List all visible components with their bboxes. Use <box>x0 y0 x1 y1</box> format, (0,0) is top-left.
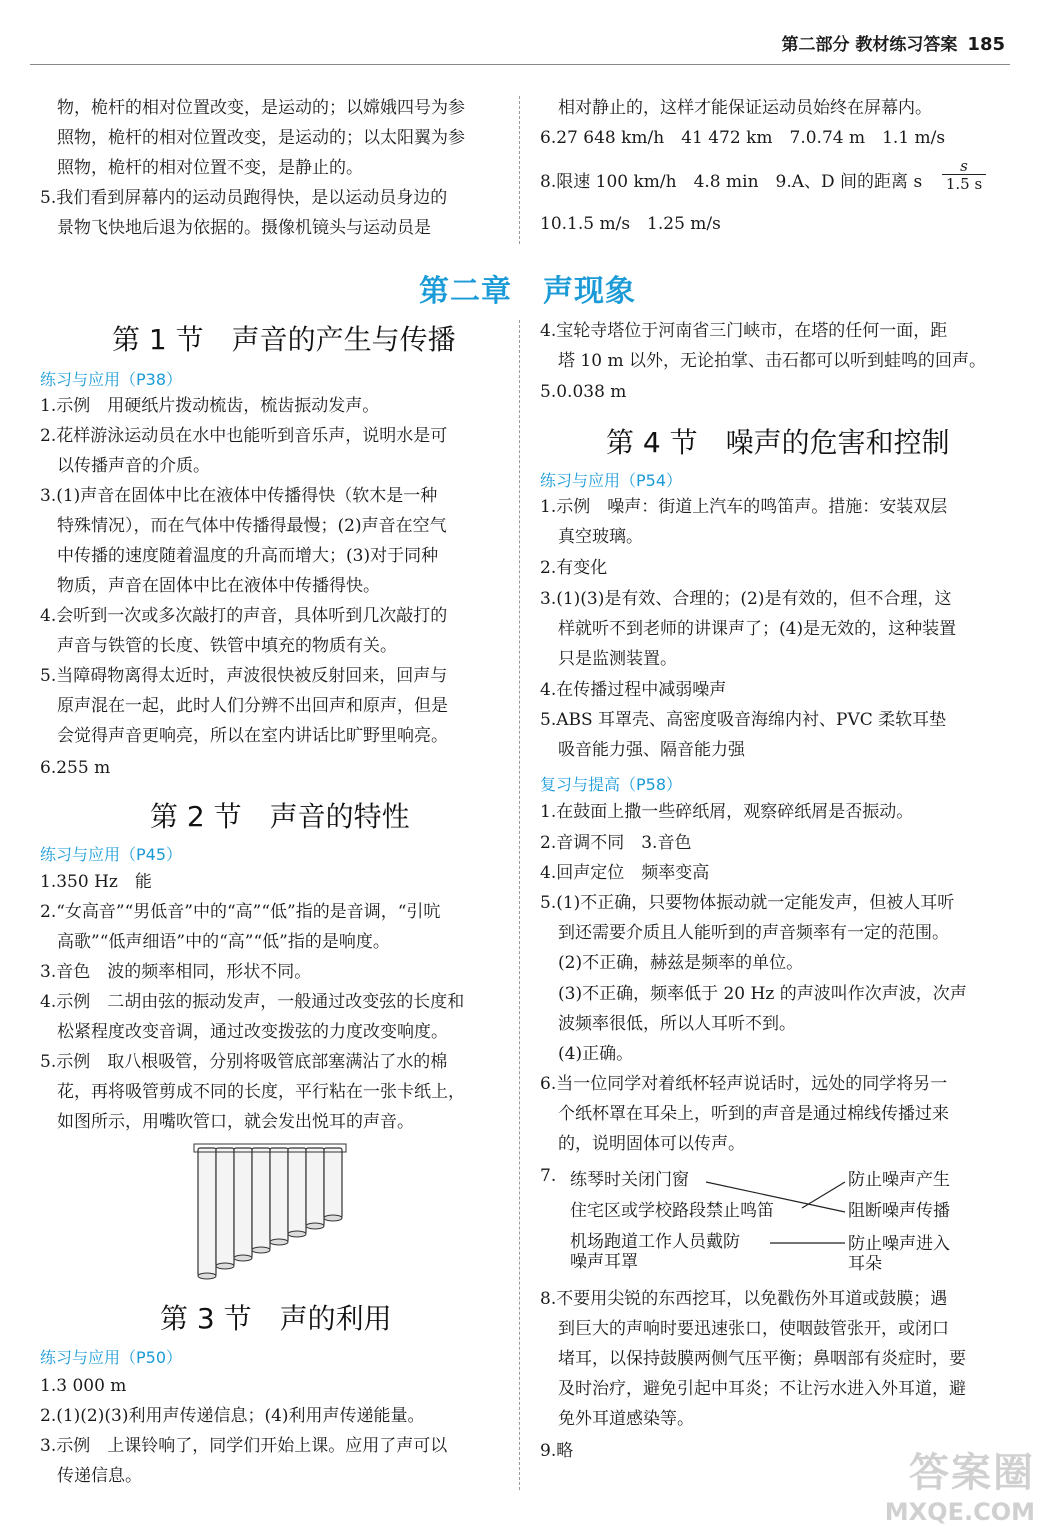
text-line: 物质，声音在固体中比在液体中传播得快。 <box>57 576 380 596</box>
text-line: 5.ABS 耳罩壳、高密度吸音海绵内衬、PVC 柔软耳垫 <box>540 710 947 730</box>
match-left-item: 机场跑道工作人员戴防 <box>570 1232 740 1252</box>
match-left-item: 住宅区或学校路段禁止鸣笛 <box>570 1201 774 1221</box>
text-line: 2.“女高音”“男低音”中的“高”“低”指的是音调，“引吭 <box>40 902 441 922</box>
text-line: 3.音色 波的频率相同，形状不同。 <box>40 962 312 982</box>
fraction-numerator: s <box>960 157 968 175</box>
text-line: 物，桅杆的相对位置改变，是运动的；以嫦娥四号为参 <box>57 98 465 118</box>
straw <box>306 1148 324 1226</box>
text-line: 5.示例 取八根吸管，分别将吸管底部塞满沾了水的棉 <box>40 1052 448 1072</box>
match-right-item: 防止噪声进入 <box>848 1234 950 1254</box>
text-line: 花，再将吸管剪成不同的长度，平行粘在一张卡纸上， <box>57 1082 465 1102</box>
text-line: 特殊情况），而在气体中传播得最慢；(2)声音在空气 <box>57 516 447 536</box>
section-title: 第 4 节 噪声的危害和控制 <box>606 426 950 459</box>
text-line: 5.0.038 m <box>540 382 627 402</box>
match-right-item: 阻断噪声传播 <box>848 1201 950 1221</box>
match-right-item: 防止噪声产生 <box>848 1170 950 1190</box>
text-line: 4.在传播过程中减弱噪声 <box>540 680 727 700</box>
text-line: 只是监测装置。 <box>558 649 677 669</box>
text-line: (4)正确。 <box>558 1044 634 1064</box>
text-line: 照物，桅杆的相对位置改变，是运动的；以太阳翼为参 <box>57 128 465 148</box>
text-line: 5.我们看到屏幕内的运动员跑得快，是以运动员身边的 <box>40 188 448 208</box>
straw-pipes-illustration <box>190 1142 370 1282</box>
text-line: 及时治疗，避免引起中耳炎；不让污水进入外耳道，避 <box>558 1379 966 1399</box>
text-line: 照物，桅杆的相对位置不变，是静止的。 <box>57 158 363 178</box>
text-line: 景物飞快地后退为依据的。摄像机镜头与运动员是 <box>57 218 431 238</box>
straw <box>324 1148 342 1218</box>
text-line: (3)不正确，频率低于 20 Hz 的声波叫作次声波，次声 <box>558 984 967 1004</box>
match-left-item: 噪声耳罩 <box>570 1252 638 1272</box>
watermark <box>885 1441 1035 1526</box>
text-line: 松紧程度改变音调，通过改变拨弦的力度改变响度。 <box>57 1022 448 1042</box>
straw <box>288 1148 306 1234</box>
text-line: 4.宝轮寺塔位于河南省三门峡市，在塔的任何一面，距 <box>540 321 948 341</box>
text-line: 6.27 648 km/h 41 472 km 7.0.74 m 1.1 m/s <box>540 128 946 148</box>
text-line: 的，说明固体可以传声。 <box>558 1134 745 1154</box>
straw <box>234 1148 252 1258</box>
text-line: 8.限速 100 km/h 4.8 min 9.A、D 间的距离 s <box>540 172 923 192</box>
text-line: 5.(1)不正确，只要物体振动就一定能发声，但被人耳听 <box>540 893 955 913</box>
text-line: 到巨大的声响时要迅速张口，使咽鼓管张开，或闭口 <box>558 1319 949 1339</box>
text-line: 1.示例 噪声：街道上汽车的鸣笛声。措施：安装双层 <box>540 497 948 517</box>
text-line: 5.当障碍物离得太近时，声波很快被反射回来，回声与 <box>40 666 448 686</box>
text-line: 8.不要用尖锐的东西挖耳，以免戳伤外耳道或鼓膜；遇 <box>540 1289 948 1309</box>
section-subtitle: 练习与应用（P38） <box>40 370 183 389</box>
straw <box>270 1148 288 1242</box>
text-line: 中传播的速度随着温度的升高而增大；(3)对于同种 <box>57 546 439 566</box>
text-line: 以传播声音的介质。 <box>57 456 210 476</box>
text-line: 10.1.5 m/s 1.25 m/s <box>540 214 721 234</box>
match-connector <box>802 1182 845 1208</box>
text-line: 2.音调不同 3.音色 <box>540 833 692 853</box>
straw <box>198 1148 216 1276</box>
text-line: 样就听不到老师的讲课声了；(4)是无效的，这种装置 <box>558 619 957 639</box>
text-line: 3.(1)声音在固体中比在液体中传播得快（软木是一种 <box>40 486 438 506</box>
text-line: 1.示例 用硬纸片拨动梳齿，梳齿振动发声。 <box>40 396 380 416</box>
text-line: 3.(1)(3)是有效、合理的；(2)是有效的，但不合理，这 <box>540 589 952 609</box>
text-line: 到还需要介质且人能听到的声音频率有一定的范围。 <box>558 923 949 943</box>
text-line: 9.略 <box>540 1441 574 1461</box>
text-line: 4.示例 二胡由弦的振动发声，一般通过改变弦的长度和 <box>40 992 465 1012</box>
text-line: 个纸杯罩在耳朵上，听到的声音是通过棉线传播过来 <box>558 1104 949 1124</box>
watermark-logo-text: 答案圈 <box>909 1450 1035 1496</box>
text-line: 吸音能力强、隔音能力强 <box>558 740 745 760</box>
match-right-item: 耳朵 <box>848 1254 882 1274</box>
text-line: 6.255 m <box>40 758 111 778</box>
header-rule <box>30 64 1010 65</box>
matching-lines <box>700 1170 850 1270</box>
text-line: 3.示例 上课铃响了，同学们开始上课。应用了声可以 <box>40 1436 448 1456</box>
section-title: 第 3 节 声的利用 <box>160 1302 392 1335</box>
question-number: 7. <box>540 1166 557 1186</box>
text-line: 会觉得声音更响亮，所以在室内讲话比旷野里响亮。 <box>57 726 448 746</box>
page-header <box>782 30 1006 55</box>
section-subtitle: 复习与提高（P58） <box>540 775 683 794</box>
column-divider <box>519 96 520 244</box>
column-divider <box>519 320 520 1490</box>
text-line: 2.花样游泳运动员在水中也能听到音乐声，说明水是可 <box>40 426 448 446</box>
watermark-url: MXQE.COM <box>884 1498 1035 1526</box>
text-line: 4.会听到一次或多次敲打的声音，具体听到几次敲打的 <box>40 606 448 626</box>
fraction-denominator: 1.5 s <box>942 174 986 193</box>
text-line: 相对静止的，这样才能保证运动员始终在屏幕内。 <box>558 98 932 118</box>
text-line: 如图所示，用嘴吹管口，就会发出悦耳的声音。 <box>57 1112 414 1132</box>
section-title: 第 1 节 声音的产生与传播 <box>112 323 456 356</box>
text-line: 2.有变化 <box>540 558 608 578</box>
text-line: 免外耳道感染等。 <box>558 1409 694 1429</box>
section-subtitle: 练习与应用（P45） <box>40 845 183 864</box>
header-part: 第二部分 教材练习答案 <box>781 35 958 55</box>
text-line: 1.3 000 m <box>40 1376 127 1396</box>
text-line: 1.350 Hz 能 <box>40 872 152 892</box>
section-subtitle: 练习与应用（P50） <box>40 1348 183 1367</box>
chapter-title: 第二章 声现象 <box>419 274 636 309</box>
text-line: 传递信息。 <box>57 1466 142 1486</box>
page-number: 185 <box>967 34 1005 55</box>
text-line: 6.当一位同学对着纸杯轻声说话时，远处的同学将另一 <box>540 1074 948 1094</box>
straw <box>216 1148 234 1266</box>
text-line: 堵耳，以保持鼓膜两侧气压平衡；鼻咽部有炎症时，要 <box>558 1349 966 1369</box>
text-line: 声音与铁管的长度、铁管中填充的物质有关。 <box>57 636 397 656</box>
text-line: 2.(1)(2)(3)利用声传递信息；(4)利用声传递能量。 <box>40 1406 425 1426</box>
section-title: 第 2 节 声音的特性 <box>150 800 410 833</box>
text-line: 真空玻璃。 <box>558 527 643 547</box>
text-line: (2)不正确，赫兹是频率的单位。 <box>558 953 804 973</box>
text-line: 塔 10 m 以外，无论拍掌、击石都可以听到蛙鸣的回声。 <box>558 351 986 371</box>
fraction <box>942 158 986 193</box>
match-connector <box>706 1182 845 1212</box>
match-left-item: 练琴时关闭门窗 <box>570 1170 689 1190</box>
text-line: 1.在鼓面上撒一些碎纸屑，观察碎纸屑是否振动。 <box>540 802 914 822</box>
text-line: 4.回声定位 频率变高 <box>540 863 710 883</box>
section-subtitle: 练习与应用（P54） <box>540 471 683 490</box>
straw <box>252 1148 270 1250</box>
text-line: 原声混在一起，此时人们分辨不出回声和原声，但是 <box>57 696 448 716</box>
text-line: 高歌”“低声细语”中的“高”“低”指的是响度。 <box>57 932 390 952</box>
text-line: 波频率很低，所以人耳听不到。 <box>558 1014 796 1034</box>
